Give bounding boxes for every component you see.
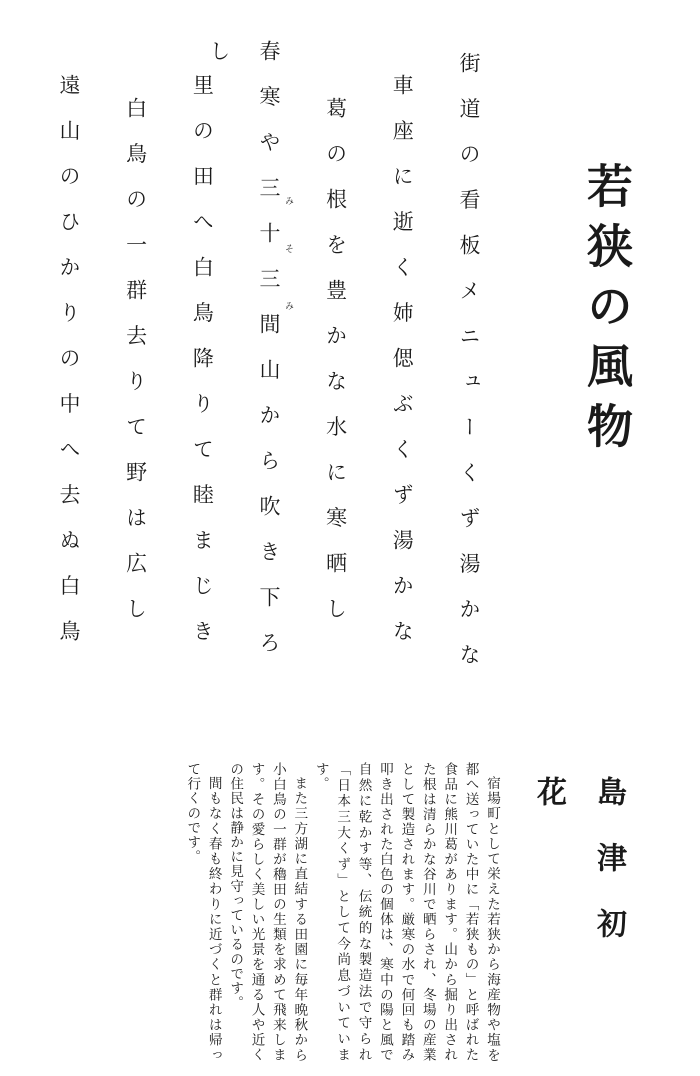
prose-paragraph: また三方湖に直結する田園に毎年晩秋から小白鳥の一群が穭田の生類を求めて飛来します。その愛らしく美しい光景を通る人や近くの住民は静かに見守っているのです。 [227, 762, 308, 1062]
prose-paragraph: 宿場町として栄えた若狭から海産物や塩を都へ送っていた中に「若狭もの」と呼ばれた食品に熊川葛があります。山から掘り出された根は清らかな谷川で晒らされ、冬場の産業として製造されます。厳寒の水で何回も踏み叩き出された白色の個体は、寒中の陽と風で自然に乾かす等、伝統的な製造法で守られ「日本三大くず」として今尚息づいています。 [312, 762, 500, 1062]
page-title: 若狭の風物 [580, 162, 634, 462]
prose-paragraph: 間もなく春も終わりに近づくと群れは帰って行くのです。 [184, 762, 222, 1062]
haiku-line: 白鳥の一群去りて野は広し [123, 97, 148, 643]
haiku-poem [44, 40, 494, 700]
author-name: 島津初花 [531, 776, 626, 974]
ruby-reading: そ [283, 244, 293, 253]
haiku-line: 車座に逝く姉偲ぶくず湯かな [390, 74, 415, 666]
haiku-line: 遠山のひかりの中へ去ぬ白鳥 [57, 74, 81, 666]
haiku-line: 里の田へ白鳥降りて睦まじき [190, 74, 215, 666]
haiku-line: 春寒や三十三間山から吹き下ろし [206, 40, 281, 677]
ruby-reading: み [283, 196, 293, 205]
haiku-line: 街道の看板メニューくず湯かな [456, 51, 481, 689]
ruby-reading: み [283, 301, 293, 310]
haiku-line: 葛の根を豊かな水に寒晒し [323, 97, 348, 643]
prose-text [112, 762, 502, 1062]
